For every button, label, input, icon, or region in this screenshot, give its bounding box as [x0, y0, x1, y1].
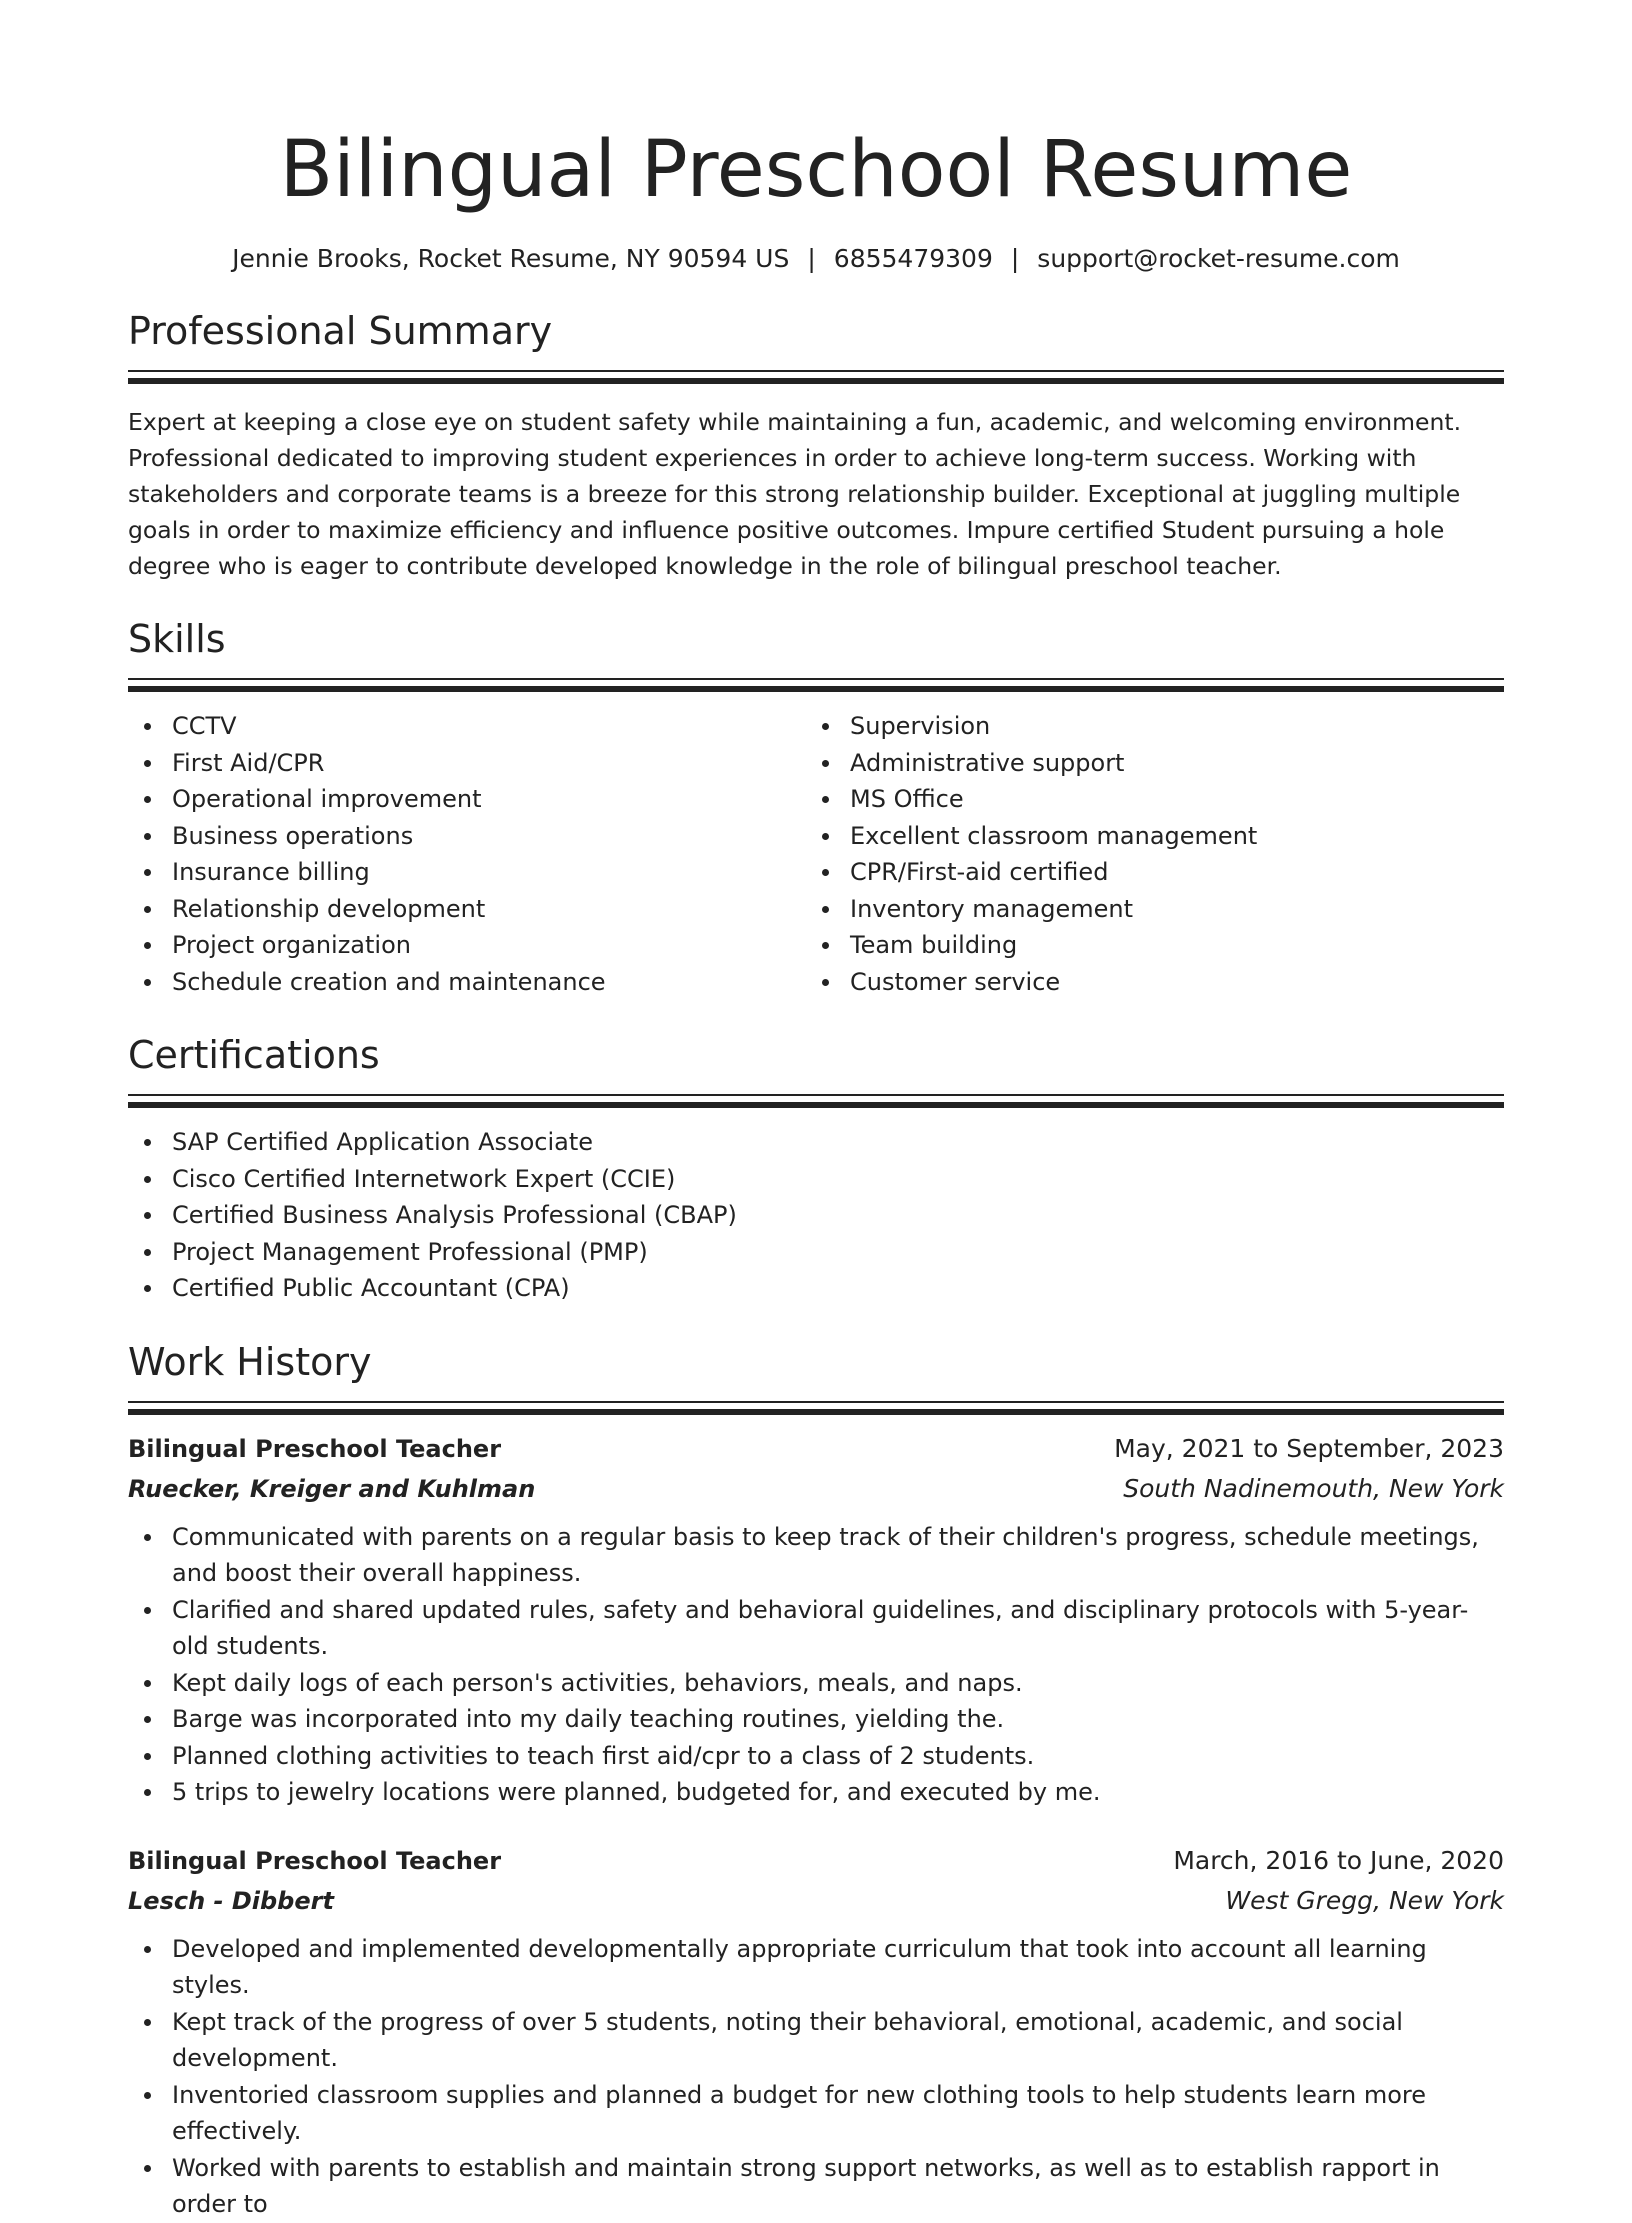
- job-bullet: Barge was incorporated into my daily teaching routines, yielding the.: [128, 1701, 1504, 1738]
- job-dates: March, 2016 to June, 2020: [1173, 1845, 1504, 1875]
- section-heading-work-history: Work History: [128, 1339, 372, 1384]
- resume-page: [128, 0, 1504, 2223]
- section-divider: [128, 1094, 1504, 1108]
- certification-item: Cisco Certified Internetwork Expert (CCIE): [128, 1161, 1504, 1198]
- section-heading-skills: Skills: [128, 617, 226, 661]
- job-title: Bilingual Preschool Teacher: [128, 1434, 502, 1463]
- contact-separator: |: [1010, 244, 1020, 273]
- job-subheader: [128, 1469, 1504, 1509]
- skills-list-left: [128, 708, 806, 1000]
- section-heading-summary: Professional Summary: [128, 309, 553, 353]
- job-bullet: Kept track of the progress of over 5 students, noting their behavioral, emotional, academic, and social development.: [128, 2004, 1504, 2077]
- skills-grid: [128, 708, 1504, 1000]
- contact-name-address: Jennie Brooks, Rocket Resume, NY 90594 US: [232, 244, 790, 273]
- contact-line: [128, 242, 1504, 276]
- certification-item: Certified Public Accountant (CPA): [128, 1270, 1504, 1307]
- certifications-list: [128, 1124, 1504, 1307]
- skill-item: Business operations: [128, 818, 806, 855]
- job-company: Lesch - Dibbert: [128, 1886, 334, 1915]
- skill-item: Schedule creation and maintenance: [128, 964, 806, 1001]
- job-header: [128, 1841, 1504, 1881]
- skills-list-right: [806, 708, 1484, 1000]
- job-entry: [128, 1841, 1504, 2223]
- job-header: [128, 1429, 1504, 1469]
- skill-item: Operational improvement: [128, 781, 806, 818]
- section-divider: [128, 370, 1504, 384]
- certification-item: SAP Certified Application Associate: [128, 1124, 1504, 1161]
- job-bullet: 5 trips to jewelry locations were planned, budgeted for, and executed by me.: [128, 1774, 1504, 1811]
- skill-item: First Aid/CPR: [128, 745, 806, 782]
- contact-phone: 6855479309: [833, 244, 993, 273]
- job-bullet: Inventoried classroom supplies and planned a budget for new clothing tools to help students learn more effectively.: [128, 2077, 1504, 2150]
- skill-item: Excellent classroom management: [806, 818, 1484, 855]
- section-heading-certifications: Certifications: [128, 1033, 380, 1077]
- skill-item: Supervision: [806, 708, 1484, 745]
- skill-item: CCTV: [128, 708, 806, 745]
- work-history-section: [128, 1337, 1504, 2223]
- summary-text: Expert at keeping a close eye on student safety while maintaining a fun, academic, and welcoming environment. Professional dedicated to improving student experiences in order to achieve long-term success. Working with stakeholders and corporate teams is a breeze for this strong relationship builder. Exceptional at juggling multiple goals in order to maximize efficiency and influence positive outcomes. Impure certified Student pursuing a hole degree who is eager to contribute developed knowledge in the role of bilingual preschool teacher.: [128, 408, 1462, 580]
- job-bullet: Kept daily logs of each person's activities, behaviors, meals, and naps.: [128, 1665, 1504, 1702]
- job-bullet: Developed and implemented developmentally appropriate curriculum that took into account all learning styles.: [128, 1931, 1504, 2004]
- skill-item: Administrative support: [806, 745, 1484, 782]
- resume-title: Bilingual Preschool Resume: [279, 125, 1353, 215]
- certification-item: Certified Business Analysis Professional (CBAP): [128, 1197, 1504, 1234]
- job-bullets: [128, 1931, 1504, 2223]
- job-bullet: Worked with parents to establish and maintain strong support networks, as well as to establish rapport in order to: [128, 2150, 1504, 2223]
- skill-item: Relationship development: [128, 891, 806, 928]
- job-subheader: [128, 1881, 1504, 1921]
- skill-item: Customer service: [806, 964, 1484, 1001]
- job-bullets: [128, 1519, 1504, 1811]
- skill-item: Team building: [806, 927, 1484, 964]
- job-dates: May, 2021 to September, 2023: [1114, 1433, 1504, 1463]
- section-divider: [128, 678, 1504, 692]
- job-bullet: Planned clothing activities to teach first aid/cpr to a class of 2 students.: [128, 1738, 1504, 1775]
- job-title: Bilingual Preschool Teacher: [128, 1846, 502, 1875]
- job-location: West Gregg, New York: [1225, 1885, 1504, 1915]
- job-bullet: Clarified and shared updated rules, safety and behavioral guidelines, and disciplinary protocols with 5-year-old students.: [128, 1592, 1504, 1665]
- job-bullet: Communicated with parents on a regular basis to keep track of their children's progress, schedule meetings, and boost their overall happiness.: [128, 1519, 1504, 1592]
- contact-email: support@rocket-resume.com: [1037, 244, 1400, 273]
- skill-item: MS Office: [806, 781, 1484, 818]
- skills-section: [128, 614, 1504, 1000]
- certifications-section: [128, 1030, 1504, 1307]
- skill-item: CPR/First-aid certified: [806, 854, 1484, 891]
- certification-item: Project Management Professional (PMP): [128, 1234, 1504, 1271]
- contact-separator: |: [807, 244, 816, 273]
- skill-item: Inventory management: [806, 891, 1484, 928]
- job-location: South Nadinemouth, New York: [1123, 1473, 1504, 1503]
- summary-section: [128, 306, 1504, 584]
- section-divider: [128, 1401, 1504, 1415]
- job-entry: [128, 1429, 1504, 1811]
- skill-item: Insurance billing: [128, 854, 806, 891]
- skill-item: Project organization: [128, 927, 806, 964]
- job-company: Ruecker, Kreiger and Kuhlman: [128, 1474, 536, 1503]
